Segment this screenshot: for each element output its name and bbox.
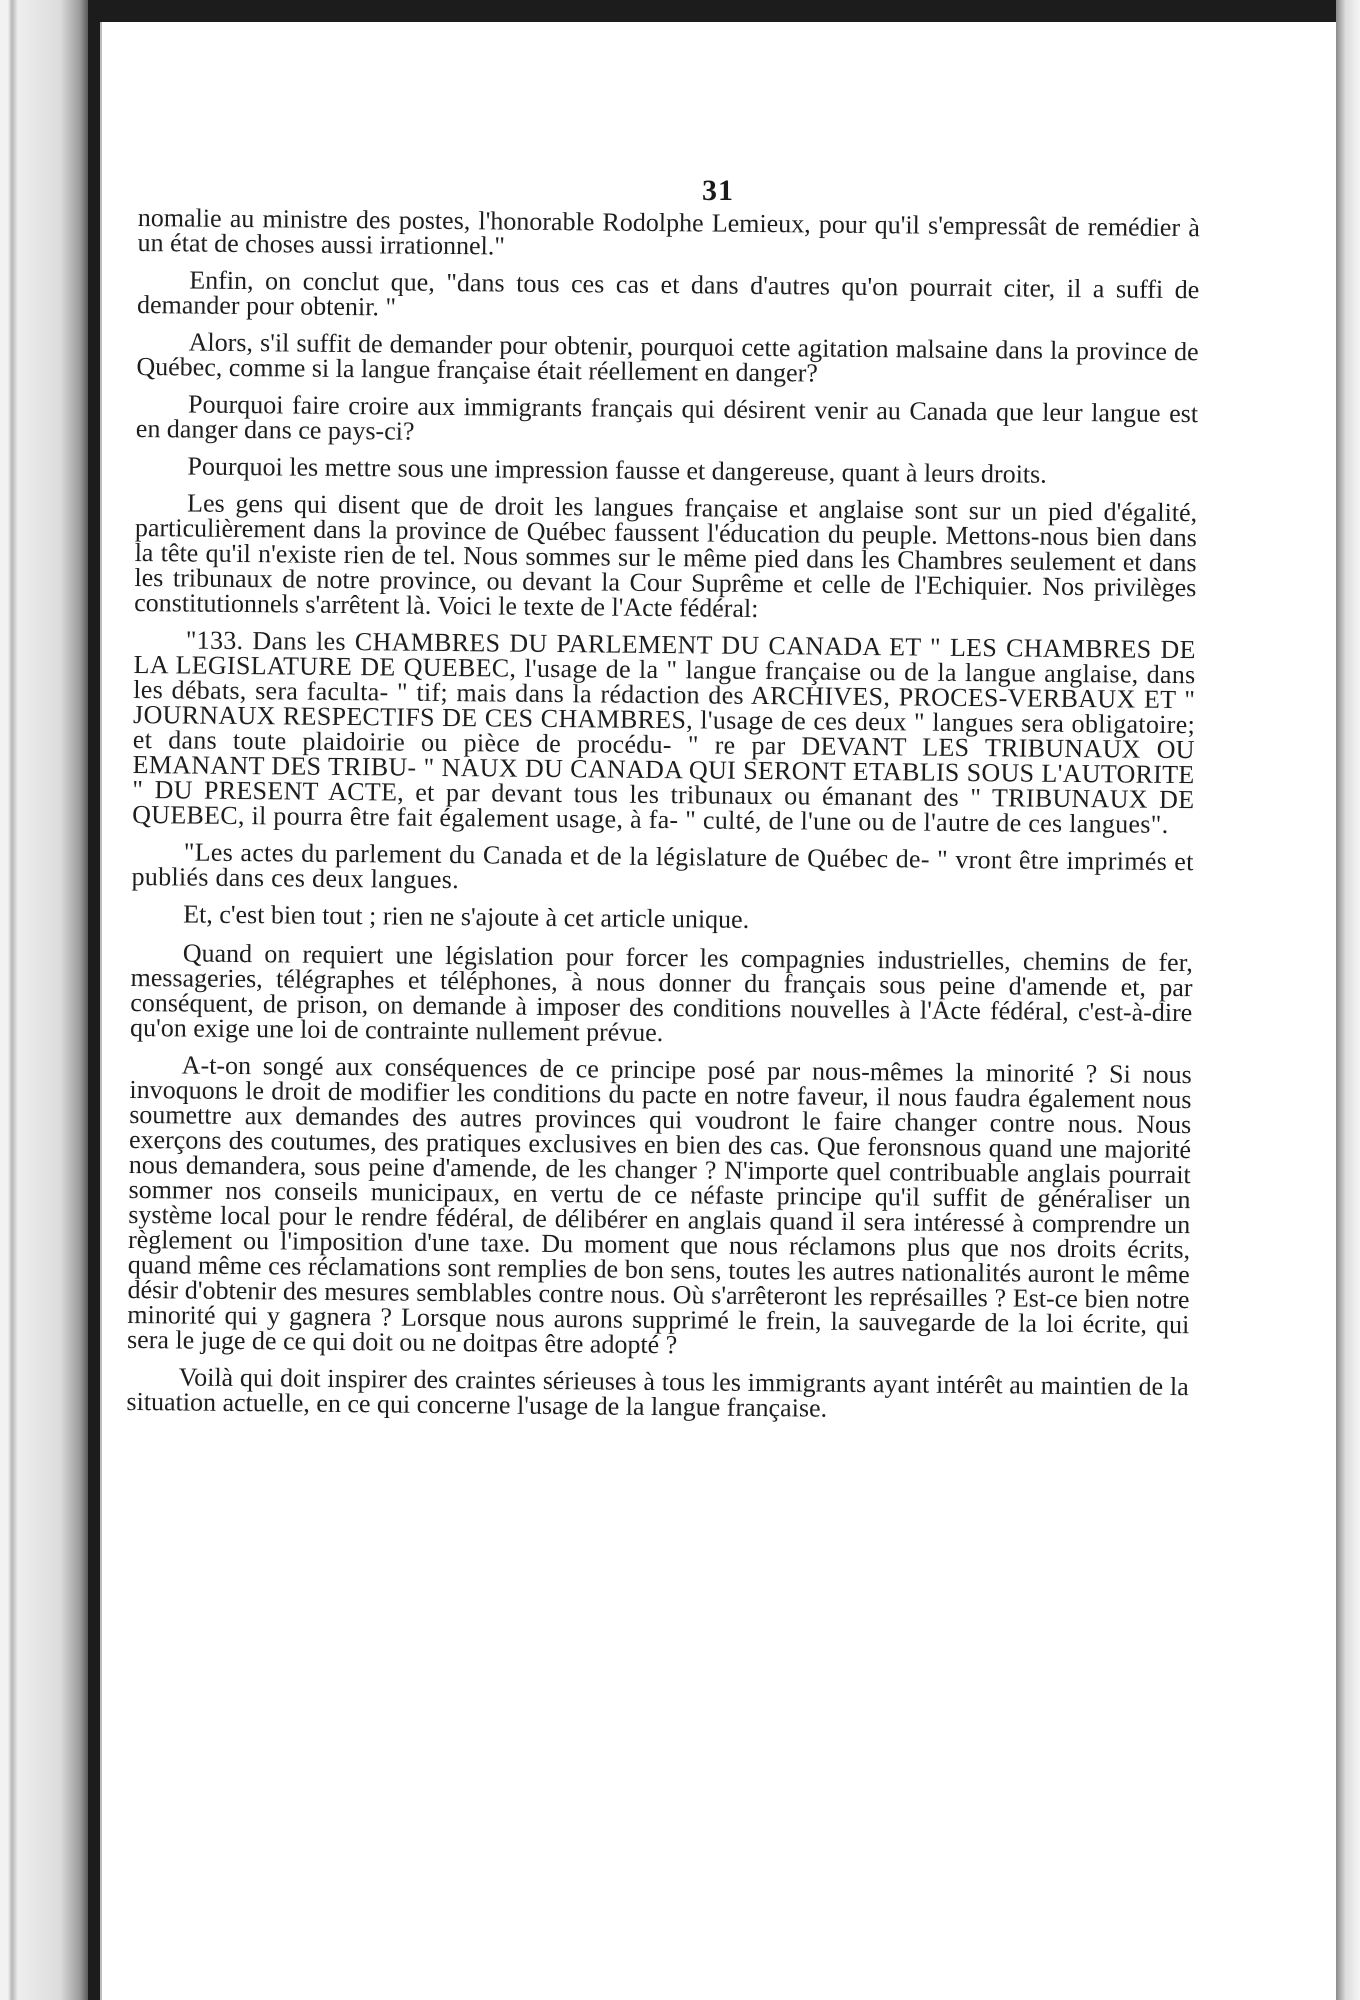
paragraph-article-unique: Et, c'est bien tout ; rien ne s'ajoute à cet article unique. [183,899,750,934]
paragraph-conclusion: Enfin, on conclut que, "dans tous ces cas et dans d'autres qu'on pourrait citer, il a suffi de demander pour obtenir. " [136,265,1200,322]
quote-actes-parlement: "Les actes du parlement du Canada et de la législature de Québec de- " vront être imprimés et publiés dans ces deux langues. [131,837,1194,895]
page-number: 31 [702,174,734,207]
paragraph-egalite: Les gens qui disent que de droit les langues française et anglaise sont sur un pied d'égalité, particulièrement dans la province de Québec faussent l'éducation du peuple. Mettons-nous bien dans la tête qu'il n'existe rien de tel. Nous sommes sur le même pied dans les Chambres seulement et dans les tribunaux de notre province, ou devant la Cour Suprême et celle de l'Echiquier. Nos privilèges constitutionnels s'arrêtent là. Voici le texte de l'Acte fédéral: [134,488,1198,623]
paragraph-immigrants: Pourquoi faire croire aux immigrants français qui désirent venir au Canada que leur langue est en danger dans ce pays-ci? [135,389,1199,446]
paragraph-craintes: Voilà qui doit inspirer des craintes sérieuses à tous les immigrants ayant intérêt au maintien de la situation actuelle, en ce qui concerne l'usage de la langue française. [126,1362,1189,1423]
microfilm-left-margin [0,0,88,2000]
paragraph-impression: Pourquoi les mettre sous une impression fausse et dangereuse, quant à leurs droits. [187,451,1047,489]
body-text [126,205,1200,1436]
quote-article-133: "133. Dans les CHAMBRES DU PARLEMENT DU CANADA ET " LES CHAMBRES DE LA LEGISLATURE DE QUEBEC, l'usage de la " langue française ou de la langue anglaise, dans les débats, sera faculta- " tif; mais dans la rédaction des ARCHIVES, PROCES-VERBAUX ET " JOURNAUX RESPECTIFS DE CES CHAMBRES, l'usage de ces deux " langues sera obligatoire; et dans toute plaidoirie ou pièce de procédu- " re par DEVANT LES TRIBUNAUX OU EMANANT DES TRIBU- " NAUX DU CANADA QUI SERONT ETABLIS SOUS L'AUTORITE " DU PRESENT ACTE, et par devant tous les tribunaux ou émanant des " TRIBUNAUX DE QUEBEC, il pourra être fait également usage, à fa- " culté, de l'une ou de l'autre de ces langues". [132,625,1196,839]
paragraph-agitation: Alors, s'il suffit de demander pour obtenir, pourquoi cette agitation malsaine dans la province de Québec, comme si la langue française était réellement en danger? [136,327,1199,388]
paragraph-consequences: A-t-on songé aux conséquences de ce principe posé par nous-mêmes la minorité ? Si nous invoquons le droit de modifier les conditions du pacte en notre faveur, il nous faudra également nous soumettre aux demandes des autres provinces qui voudront le faire changer contre nous. Nous exerçons des coutumes, des pratiques exclusives en bien des cas. Que feronsnous quand une majorité nous demandera, sous peine d'amende, de les changer ? N'importe quel contribuable anglais pourrait sommer nos conseils municipaux, en vertu de ce néfaste principe qu'il suffit de généraliser un système local pour le rendre fédéral, de délibérer en anglais quand il sera intéressé à comprendre un règlement ou l'imposition d'une taxe. Du moment que nous réclamons plus que nos droits écrits, quand même ces réclamations sont remplies de bon sens, toutes les autres nationalités auront le même désir d'obtenir des mesures semblables contre nous. Où s'arrêteront les représailles ? Est-ce bien notre minorité qui y gagnera ? Lorsque nous aurons supprimé le frein, la sauvegarde de la loi écrite, qui sera le juge de ce qui doit ou ne doitpas être adopté ? [126,1050,1192,1360]
microfilm-right-edge [1336,0,1360,2000]
paragraph-legislation: Quand on requiert une législation pour forcer les compagnies industrielles, chemins de fer, messageries, télégraphes et téléphones, à nous donner du français sous peine d'amende et, par conséquent, de prison, on demande à imposer des conditions nouvelles à l'Acte fédéral, c'est-à-dire qu'on exige une loi de contrainte nullement prévue. [129,938,1193,1048]
paragraph-continuation: nomalie au ministre des postes, l'honorable Rodolphe Lemieux, pour qu'il s'empressât de remédier à un état de choses aussi irrationnel." [137,203,1200,261]
